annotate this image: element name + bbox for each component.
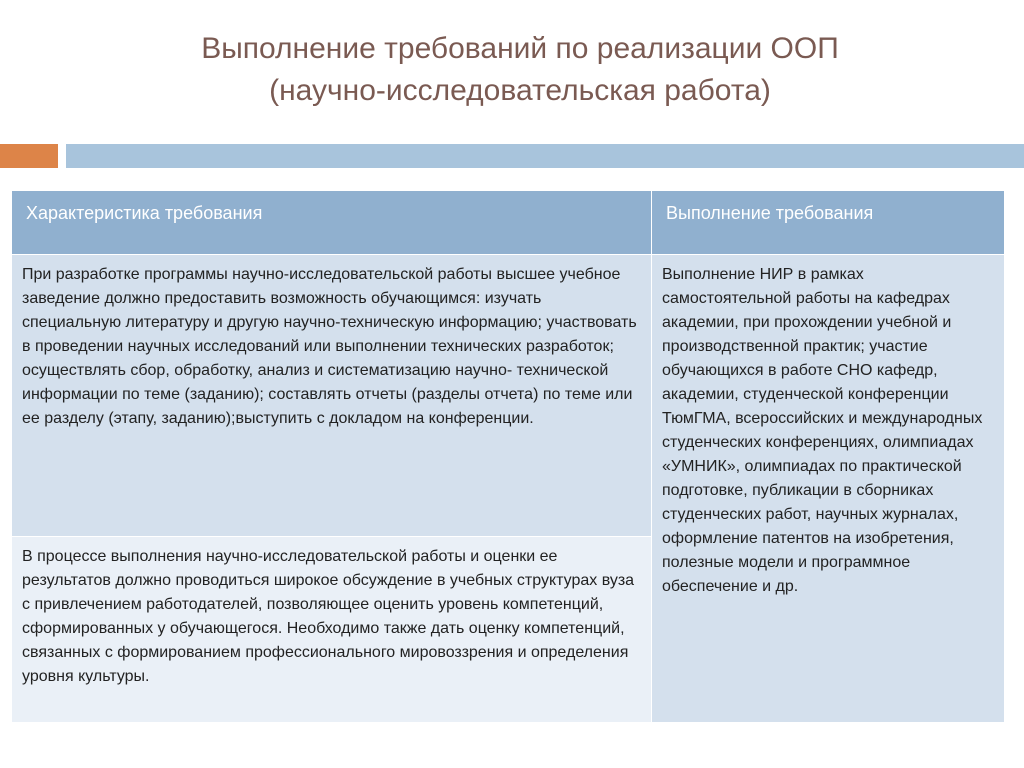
header-requirement-characteristic: Характеристика требования: [12, 191, 652, 255]
requirements-table: [11, 190, 1005, 723]
slide-title-line-2: (научно-исследовательская работа): [269, 74, 771, 107]
header-requirement-fulfillment: Выполнение требования: [652, 191, 1005, 255]
slide-title-line-1: Выполнение требований по реализации ООП: [201, 32, 839, 65]
table-header-row: [12, 191, 1005, 255]
divider-bar: [66, 144, 1024, 168]
slide-title: [120, 28, 920, 112]
table-row: [12, 255, 1005, 537]
accent-bar: [0, 144, 58, 168]
cell-requirement-2: В процессе выполнения научно-исследовательской работы и оценки ее результатов должно проводиться широкое обсуждение в учебных структурах вуза с привлечением работодателей, позволяющее оценить уровень компетенций, сформированных у обучающегося. Необходимо также дать оценку компетенций, связанных с формированием профессионального мировоззрения и определения уровня культуры.: [12, 537, 652, 723]
cell-requirement-1: При разработке программы научно-исследовательской работы высшее учебное заведение должно предоставить возможность обучающимся: изучать специальную литературу и другую научно-техническую информацию; участвовать в проведении научных исследований или выполнении технических разработок; осуществлять сбор, обработку, анализ и систематизацию научно- технической информации по теме (заданию); составлять отчеты (разделы отчета) по теме или ее разделу (этапу, заданию);выступить с докладом на конференции.: [12, 255, 652, 537]
cell-fulfillment: Выполнение НИР в рамках самостоятельной работы на кафедрах академии, при прохождении учебной и производственной практик; участие обучающихся в работе СНО кафедр, академии, студенческой конференции ТюмГМА, всероссийских и международных студенческих конференциях, олимпиадах «УМНИК», олимпиадах по практической подготовке, публикации в сборниках студенческих работ, научных журналах, оформление патентов на изобретения, полезные модели и программное обеспечение и др.: [652, 255, 1005, 723]
